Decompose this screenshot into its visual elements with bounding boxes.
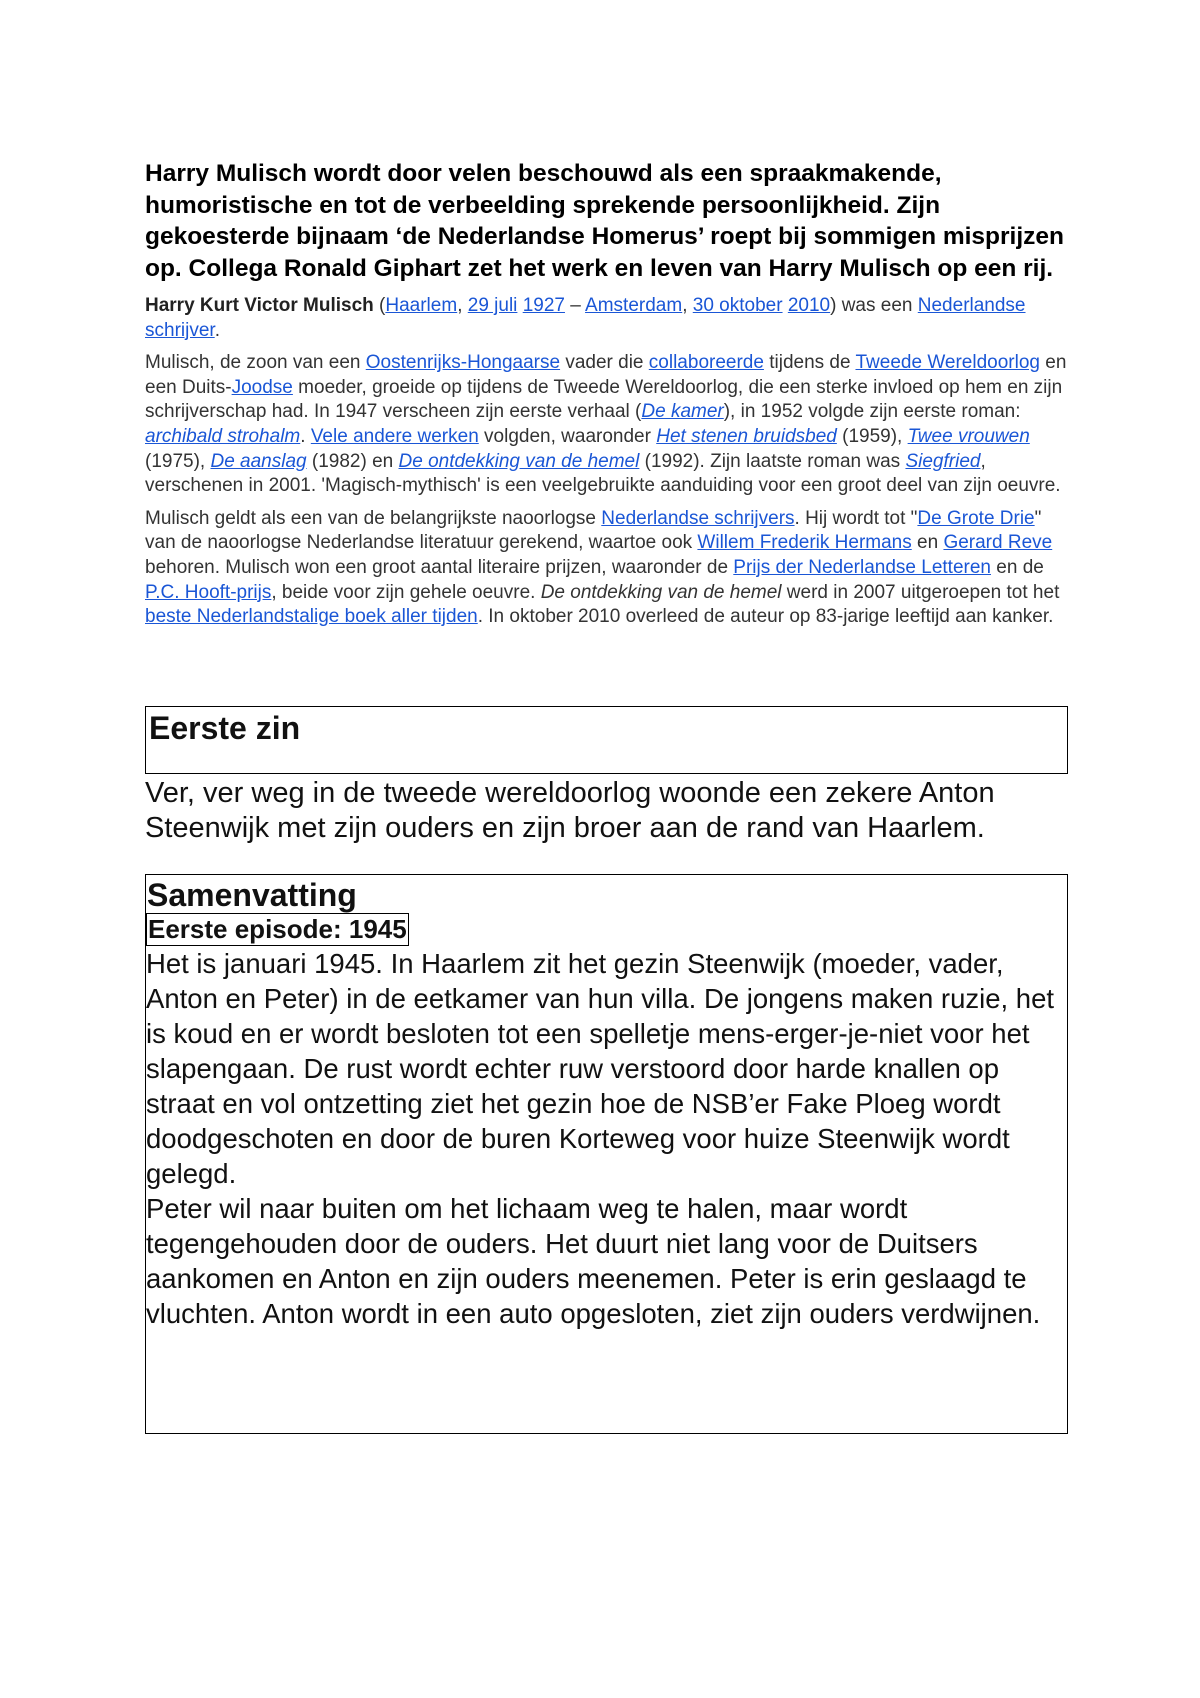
italic-title: De ontdekking van de hemel xyxy=(540,581,782,603)
link-29-juli[interactable]: 29 juli xyxy=(467,295,518,316)
link-de-grote-drie[interactable]: De Grote Drie xyxy=(917,507,1035,529)
link-het-stenen-bruidsbed[interactable]: Het stenen bruidsbed xyxy=(656,425,837,447)
text: " van de naoorlogse Nederlandse literatuur gerekend, waartoe ook xyxy=(145,507,1042,554)
text: (1959), xyxy=(836,425,908,447)
link-de-aanslag[interactable]: De aanslag xyxy=(210,450,307,472)
summary-paragraph-2: Peter wil naar buiten om het lichaam weg te halen, maar wordt tegengehouden door de ouders. Het duurt niet lang voor de Duitsers aankomen en Anton en zijn ouders meenemen. Peter is erin geslaagd te vluchten. Anton wordt in een auto opgesloten, ziet zijn ouders verdwijnen. xyxy=(146,1192,1041,1329)
text: . In oktober 2010 overleed de auteur op 83-jarige leeftijd aan kanker. xyxy=(477,606,1054,628)
link-joodse[interactable]: Joodse xyxy=(231,376,293,398)
text: moeder, groeide op tijdens de Tweede Wereldoorlog, die een sterke invloed op hem en zijn schrijverschap had. In 1947 verscheen zijn eerste verhaal ( xyxy=(145,376,1063,423)
episode-heading: Eerste episode: 1945 xyxy=(148,913,407,944)
link-nederlandse[interactable]: Nederlandse xyxy=(917,295,1026,316)
text: . Hij wordt tot " xyxy=(794,507,918,529)
text: , xyxy=(682,295,693,316)
spacer xyxy=(145,638,1068,706)
text: , xyxy=(457,295,468,316)
text: tijdens de xyxy=(763,352,856,374)
significance-paragraph xyxy=(145,507,1068,630)
bio-paragraph xyxy=(145,294,1068,343)
link-vele-andere-werken[interactable]: Vele andere werken xyxy=(310,425,479,447)
text: (1982) en xyxy=(306,450,399,472)
text: volgden, waaronder xyxy=(478,425,657,447)
summary-paragraph-1: Het is januari 1945. In Haarlem zit het gezin Steenwijk (moeder, vader, Anton en Peter) in de eetkamer van hun villa. De jongens maken ruzie, het is koud en er wordt besloten tot een spelletje mens-erger-je-niet voor het slapengaan. De rust wordt echter ruw verstoord door harde knallen op straat en vol ontzetting ziet het gezin hoe de NSB’er Fake Ploeg wordt doodgeschoten en door de buren Korteweg voor huize Steenwijk wordt gelegd. xyxy=(146,947,1055,1189)
text: , beide voor zijn gehele oeuvre. xyxy=(271,581,541,603)
text: (1992). Zijn laatste roman was xyxy=(639,450,906,472)
text: . xyxy=(214,319,220,341)
text: behoren. Mulisch won een groot aantal literaire prijzen, waaronder de xyxy=(145,556,734,578)
link-nederlandse-schrijvers[interactable]: Nederlandse schrijvers xyxy=(601,507,795,529)
link-tweede-wereldoorlog[interactable]: Tweede Wereldoorlog xyxy=(855,352,1040,374)
link-schrijver[interactable]: schrijver xyxy=(145,319,215,341)
link-willem-frederik-hermans[interactable]: Willem Frederik Hermans xyxy=(697,532,912,554)
text: . xyxy=(300,425,311,447)
link-haarlem[interactable]: Haarlem xyxy=(385,295,458,316)
text: , verschenen in 2001. 'Magisch-mythisch' is een veelgebruikte aanduiding voor een groot deel van zijn oeuvre. xyxy=(145,450,1061,497)
link-1927[interactable]: 1927 xyxy=(522,295,565,316)
text: en xyxy=(911,532,944,554)
link-oostenrijks-hongaarse[interactable]: Oostenrijks-Hongaarse xyxy=(365,352,561,374)
document-page xyxy=(145,158,1068,1434)
text: – xyxy=(564,295,586,316)
background-paragraph xyxy=(145,351,1068,499)
link-de-ontdekking-van-de-hemel[interactable]: De ontdekking van de hemel xyxy=(398,450,640,472)
samenvatting-heading: Samenvatting xyxy=(147,876,357,913)
link-pc-hooft-prijs[interactable]: P.C. Hooft-prijs xyxy=(145,581,272,603)
link-twee-vrouwen[interactable]: Twee vrouwen xyxy=(907,425,1030,447)
text: en de xyxy=(991,556,1044,578)
link-prijs-der-nederlandse-letteren[interactable]: Prijs der Nederlandse Letteren xyxy=(733,556,991,578)
link-gerard-reve[interactable]: Gerard Reve xyxy=(943,532,1053,554)
samenvatting-box xyxy=(145,874,1068,1434)
eerste-zin-text: Ver, ver weg in de tweede wereldoorlog woonde een zekere Anton Steenwijk met zijn ouders en zijn broer aan de rand van Haarlem. xyxy=(145,776,995,844)
text: werd in 2007 uitgeroepen tot het xyxy=(781,581,1060,603)
link-siegfried[interactable]: Siegfried xyxy=(905,450,981,472)
text: (1975), xyxy=(145,450,211,472)
link-collaboreerde[interactable]: collaboreerde xyxy=(648,352,764,374)
eerste-zin-heading: Eerste zin xyxy=(149,709,301,746)
text: ) was een xyxy=(830,295,918,316)
text: ), in 1952 volgde zijn eerste roman: xyxy=(723,401,1021,423)
intro-paragraph: Harry Mulisch wordt door velen beschouwd als een spraakmakende, humoristische en tot de verbeelding sprekende persoonlijkheid. Zijn gekoesterde bijnaam ‘de Nederlandse Homerus’ roept bij sommigen misprijzen op. Collega Ronald Giphart zet het werk en leven van Harry Mulisch op een rij. xyxy=(145,160,1065,282)
link-2010[interactable]: 2010 xyxy=(787,295,831,316)
link-30-oktober[interactable]: 30 oktober xyxy=(692,295,783,316)
link-de-kamer[interactable]: De kamer xyxy=(641,401,724,423)
link-amsterdam[interactable]: Amsterdam xyxy=(585,295,683,316)
text: vader die xyxy=(560,352,649,374)
link-beste-nederlandstalige-boek[interactable]: beste Nederlandstalige boek aller tijden xyxy=(145,606,478,628)
bio-name: Harry Kurt Victor Mulisch xyxy=(145,295,374,316)
text: ( xyxy=(373,295,386,316)
text: Mulisch geldt als een van de belangrijkste naoorlogse xyxy=(145,507,602,529)
eerste-zin-box xyxy=(145,706,1068,774)
text: Mulisch, de zoon van een xyxy=(145,352,366,374)
text: en een Duits- xyxy=(145,352,1067,398)
link-archibald-strohalm[interactable]: archibald strohalm xyxy=(145,425,301,447)
